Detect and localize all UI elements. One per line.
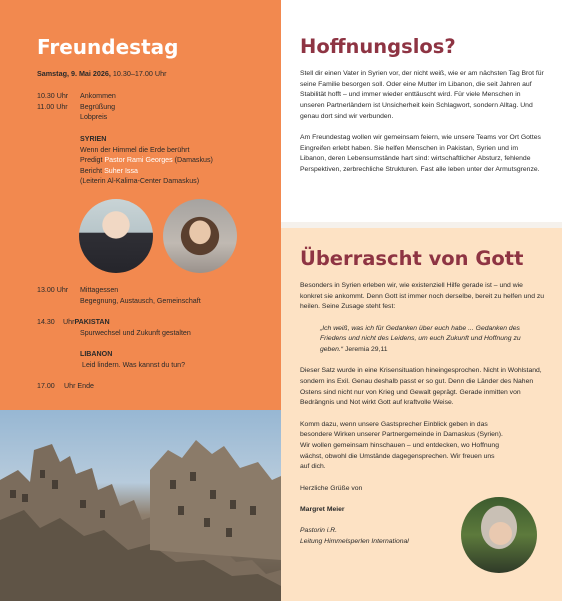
speaker-suher: Suher Issa (104, 166, 138, 175)
schedule-row: Begegnung, Austausch, Gemeinschaft (80, 296, 201, 305)
bible-quote: „Ich weiß, was ich für Gedanken über euch habe ... Gedanken des Friedens und nicht des Leidens, um euch Zukunft und Hoffnung zu geben.“ Jeremia 29,11 (320, 324, 521, 354)
event-title: Freundestag (37, 35, 179, 59)
bible-reference: Jeremia 29,11 (343, 346, 388, 354)
speaker-photo-suher (163, 199, 237, 273)
paragraph: Am Freundestag wollen wir gemeinsam feiern, wie unsere Teams vor Ort Gottes Eingreifen erlebt haben. Sie helfen Menschen in Pakistan, Syrien und im Libanon, deren Lebensumstände hart sind: wirtschaftlicher Absturz, fehlende Perspektiven, zerbrechliche Strukturen. Fast alle leben unter der Armutsgrenze. (300, 134, 541, 174)
schedule-pakistan: 14.30 Uhr PAKISTAN Spurwechsel und Zukunft gestalten (37, 318, 191, 337)
schedule-afternoon (37, 285, 201, 306)
schedule-row: 10.30 Uhr Ankommen (37, 92, 116, 100)
paragraph: Dieser Satz wurde in eine Krisensituation hineingesprochen. Nicht in Wohlstand, sondern ins Exil. Genau deshalb passt er so gut. Denn die Länder des Nahen Ostens sind nicht nur von Krieg und Gewalt geprägt. Gerade inmitten von Bedrängnis und Not wirkt Gott auf kraftvolle Weise. (300, 367, 542, 407)
greeting: Herzliche Grüße von (300, 484, 363, 492)
intro-text (300, 69, 545, 186)
paragraph: Komm dazu, wenn unsere Gastsprecher Einblick geben in das besondere Wirken unserer Partnergemeinde in Damaskus (Syrien). Wir wollen gemeinsam hinschauen – und entdecken, wo Hoffnung wächst, obwohl die Umstände dagegensprechen. Wir freuen uns auf dich. (300, 420, 503, 471)
speaker-photo-rami (79, 199, 153, 273)
speaker-rami: Pastor Rami Georges (104, 156, 173, 165)
paragraph: Stell dir einen Vater in Syrien vor, der nicht weiß, wie er am nächsten Tag Brot für seine Familie besorgen soll. Oder eine Mutter im Libanon, die seit Jahren auf Stabilität hofft – und immer wieder enttäuscht wird. Für viele Menschen in unseren Partnerländern ist Unsicherheit kein Schlagwort, sondern Alltag. Und genau dort sind wir verbunden. (300, 70, 544, 120)
signer-role: Pastorin i.R. (300, 526, 338, 534)
signer-name: Margret Meier (300, 505, 345, 513)
predigt-line: Predigt Pastor Rami Georges (Damaskus) (80, 156, 213, 165)
destroyed-buildings-photo (0, 410, 281, 601)
schedule-morning (37, 91, 116, 123)
section-heading-syrien: SYRIEN (80, 135, 107, 143)
heading-hoffnungslos: Hoffnungslos? (300, 35, 456, 58)
paragraph: Besonders in Syrien erleben wir, wie existenziell Hilfe gerade ist – und wie konkret sie ankommt. Denn Gott ist immer noch derselbe, bereit zu helfen und zu heilen. Seine Zusage steht fest: (300, 282, 545, 311)
schedule-row: 11.00 Uhr Begrüßung (37, 102, 116, 111)
schedule-libanon: LIBANON Leid lindern. Was kannst du tun? (37, 349, 185, 370)
section-heading-pakistan: PAKISTAN (74, 318, 110, 326)
heading-ueberrascht: Überrascht von Gott (300, 247, 524, 270)
schedule-end: 17.00 Uhr Ende (37, 382, 94, 390)
bericht-line: Bericht Suher Issa (80, 166, 138, 175)
ruins-illustration (0, 410, 281, 601)
signer-photo (461, 497, 537, 573)
schedule-row: 13.00 Uhr Mittagessen (37, 286, 119, 294)
schedule-syrien: SYRIEN Wenn der Himmel die Erde berührt Predigt Pastor Rami Georges (Damaskus) Bericht Suher Issa (Leiterin Al-Kalima-Center Damaskus) (37, 134, 213, 187)
schedule-row: Lobpreis (80, 113, 108, 122)
signer-organisation: Leitung Himmelsperlen International (300, 537, 409, 545)
section-heading-libanon: LIBANON (80, 350, 113, 358)
event-date: Samstag, 9. Mai 2026, 10.30–17.00 Uhr (37, 69, 167, 78)
